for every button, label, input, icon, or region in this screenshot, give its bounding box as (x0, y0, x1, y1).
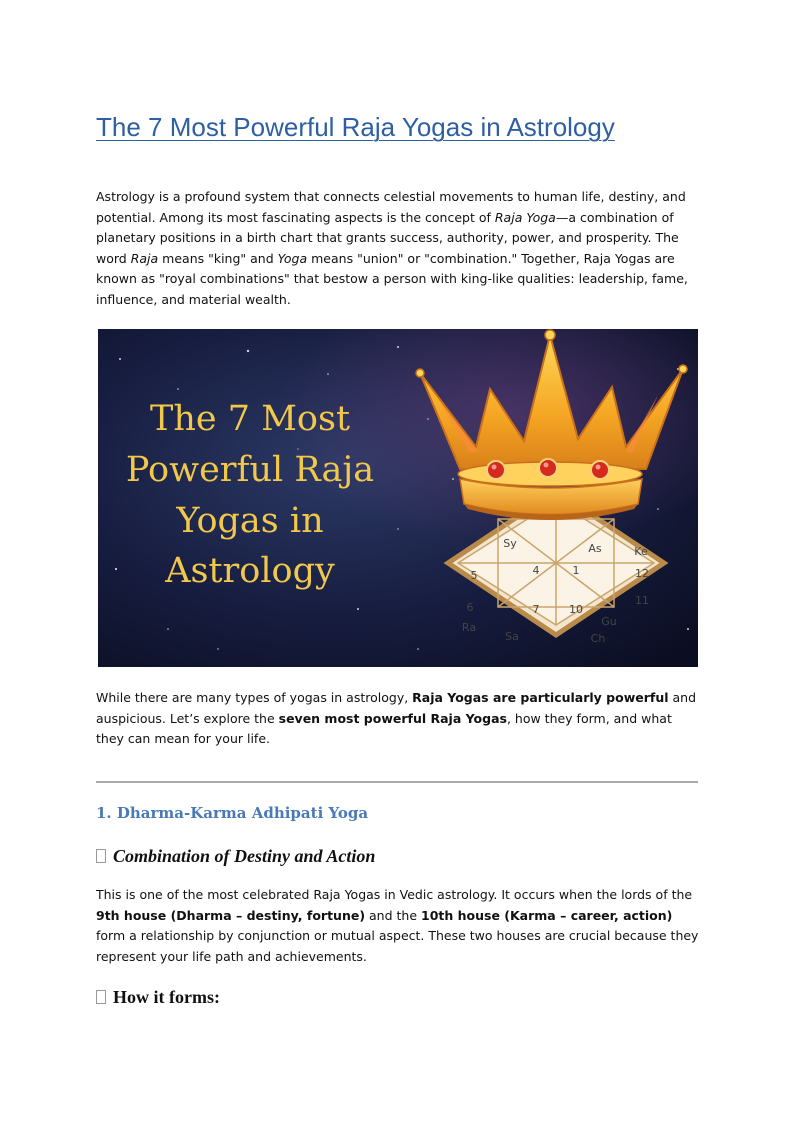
yoga-term: Yoga (277, 250, 308, 266)
intro-text: —a combination of planetary positions in a birth chart that grants success, authority, power, and prosperity. The word (96, 209, 679, 266)
missing-glyph-icon (96, 849, 106, 863)
subheading-text: Combination of Destiny and Action (113, 846, 376, 866)
overview-text: and auspicious. Let’s explore the (96, 690, 697, 726)
intro-text: Astrology is a profound system that connects celestial movements to human life, destiny, and potential. Among its most fascinating aspects is the concept of (96, 189, 686, 225)
overview-emphasis: seven most powerful Raja Yogas (278, 710, 507, 726)
intro-text: means "king" and (158, 250, 278, 266)
chart-label: As (588, 542, 602, 555)
chart-label: Sy (503, 537, 517, 550)
hero-illustration (98, 329, 698, 667)
intro-text: means "union" or "combination." Together, Raja Yogas are known as "royal combinations" that bestow a person with king-like qualities: leadership, fame, influence, and material wealth. (96, 250, 688, 307)
raja-yoga-term: Raja Yoga (494, 209, 556, 225)
overview-text: While there are many types of yogas in astrology, (96, 690, 413, 705)
overview-emphasis: Raja Yogas are particularly powerful (412, 690, 669, 705)
section-text: form a relationship by conjunction or mutual aspect. These two houses are crucial because they represent your life path and achievements. (96, 928, 699, 964)
raja-term: Raja (130, 250, 159, 266)
section-text: and the (365, 907, 421, 923)
section-emphasis: 10th house (Karma – career, action) (421, 907, 673, 923)
overview-text: , how they form, and what they can mean for your life. (96, 710, 672, 746)
chart-label: 5 (470, 569, 478, 582)
chart-label: 1 (572, 564, 580, 577)
chart-label: 12 (635, 567, 649, 580)
chart-label: 6 (466, 601, 474, 614)
subheading-text: How it forms: (113, 987, 220, 1007)
subheading-destiny (96, 846, 375, 867)
page-title: The 7 Most Powerful Raja Yogas in Astrology (96, 112, 615, 142)
chart-label: Ke (634, 545, 648, 558)
section-heading: 1. Dharma-Karma Adhipati Yoga (96, 804, 369, 822)
chart-label: 7 (532, 603, 540, 616)
hero-title-line: Powerful Raja (125, 450, 375, 490)
chart-label: Ch (590, 632, 606, 645)
section-text: This is one of the most celebrated Raja Yogas in Vedic astrology. It occurs when the lords of the (96, 887, 693, 902)
chart-label: 11 (635, 594, 649, 607)
hero-title-line: The 7 Most (149, 399, 351, 439)
subheading-how-it-forms (96, 987, 220, 1008)
chart-label: Sa (505, 630, 519, 643)
hero-title-line: Astrology (165, 551, 335, 591)
missing-glyph-icon (96, 990, 106, 1004)
overview-paragraph (96, 688, 700, 750)
hero-image (98, 329, 698, 667)
chart-label: 10 (569, 603, 583, 616)
hero-title-line: Yogas in (176, 501, 324, 541)
section-emphasis: 9th house (Dharma – destiny, fortune) (96, 907, 366, 923)
section-paragraph (96, 885, 700, 967)
section-divider (96, 781, 698, 783)
chart-label: Ra (461, 621, 477, 634)
chart-label: 4 (532, 564, 540, 577)
chart-label: Gu (601, 615, 617, 628)
intro-paragraph (96, 187, 700, 310)
